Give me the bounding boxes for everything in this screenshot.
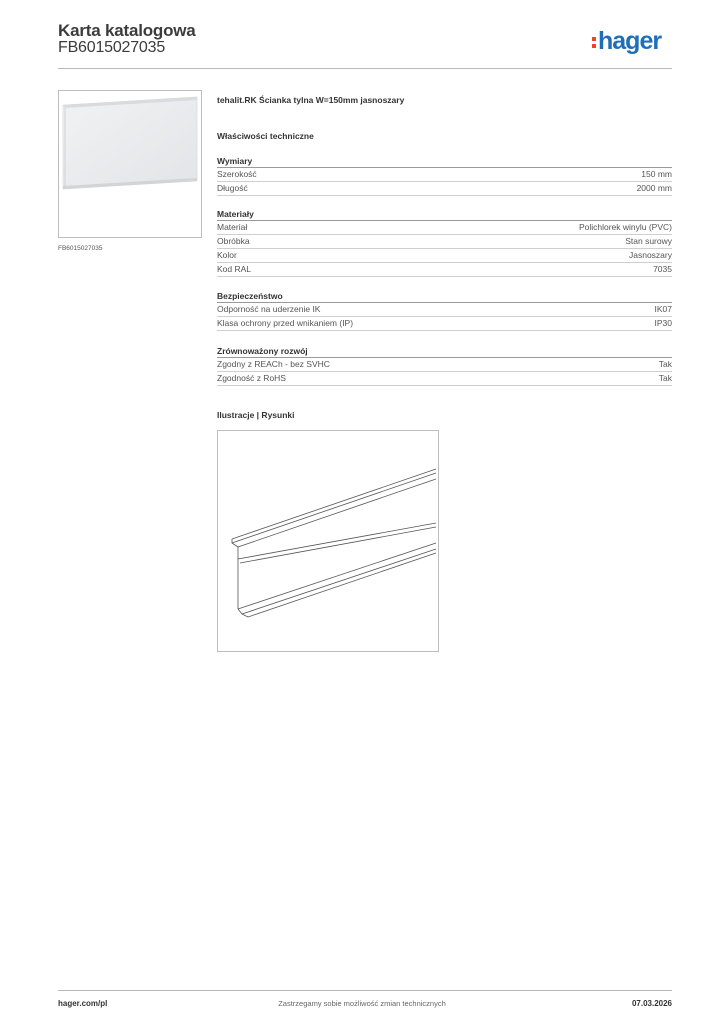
spec-label: Kolor [217, 250, 237, 260]
footer-date: 07.03.2026 [631, 999, 672, 1008]
spec-value: IK07 [654, 304, 672, 314]
document-title: Karta katalogowa [58, 21, 196, 40]
spec-row [217, 168, 672, 182]
product-photo [58, 90, 202, 238]
spec-label: Szerokość [217, 169, 257, 179]
spec-label: Zgodny z REACh - bez SVHC [217, 359, 330, 369]
section-title: Bezpieczeństwo [217, 290, 672, 303]
spec-label: Długość [217, 183, 248, 193]
technical-properties-heading: Właściwości techniczne [217, 131, 314, 141]
spec-value: Tak [658, 373, 672, 383]
spec-row [217, 249, 672, 263]
spec-label: Zgodność z RoHS [217, 373, 286, 383]
section-title: Wymiary [217, 155, 672, 168]
footer-disclaimer: Zastrzegamy sobie możliwość zmian technicznych [278, 999, 446, 1008]
section-title: Materiały [217, 208, 672, 221]
spec-value: 2000 mm [636, 183, 672, 193]
header-divider [58, 68, 672, 69]
photo-caption: FB6015027035 [58, 245, 103, 252]
back-panel-photo-icon [59, 91, 201, 237]
spec-label: Materiał [217, 222, 248, 232]
spec-row [217, 221, 672, 235]
spec-value: IP30 [654, 318, 672, 328]
spec-value: Jasnoszary [629, 250, 672, 260]
spec-value: Tak [658, 359, 672, 369]
technical-drawing [217, 430, 439, 652]
footer-divider [58, 990, 672, 991]
spec-row [217, 263, 672, 277]
spec-label: Kod RAL [217, 264, 252, 274]
logo-dots-icon [592, 37, 596, 48]
spec-row [217, 182, 672, 196]
product-code: FB6015027035 [58, 39, 166, 56]
spec-row [217, 303, 672, 317]
back-panel-line-drawing-icon [218, 431, 438, 651]
spec-row [217, 235, 672, 249]
spec-row [217, 317, 672, 331]
footer-website-link[interactable]: hager.com/pl [58, 999, 108, 1008]
section-materials [217, 208, 672, 277]
product-name: tehalit.RK Ścianka tylna W=150mm jasnoszary [217, 95, 405, 105]
hager-logo [592, 26, 661, 56]
illustrations-heading: Ilustracje | Rysunki [217, 410, 295, 420]
spec-value: 7035 [653, 264, 672, 274]
spec-row [217, 358, 672, 372]
section-title: Zrównoważony rozwój [217, 345, 672, 358]
logo-text: hager [598, 26, 662, 55]
spec-label: Odporność na uderzenie IK [217, 304, 321, 314]
spec-row [217, 372, 672, 386]
spec-label: Obróbka [217, 236, 250, 246]
section-sustainability [217, 345, 672, 386]
spec-label: Klasa ochrony przed wnikaniem (IP) [217, 318, 354, 328]
spec-value: Polichlorek winylu (PVC) [578, 222, 672, 232]
spec-value: 150 mm [641, 169, 672, 179]
spec-value: Stan surowy [625, 236, 672, 246]
section-safety [217, 290, 672, 331]
section-dimensions [217, 155, 672, 196]
